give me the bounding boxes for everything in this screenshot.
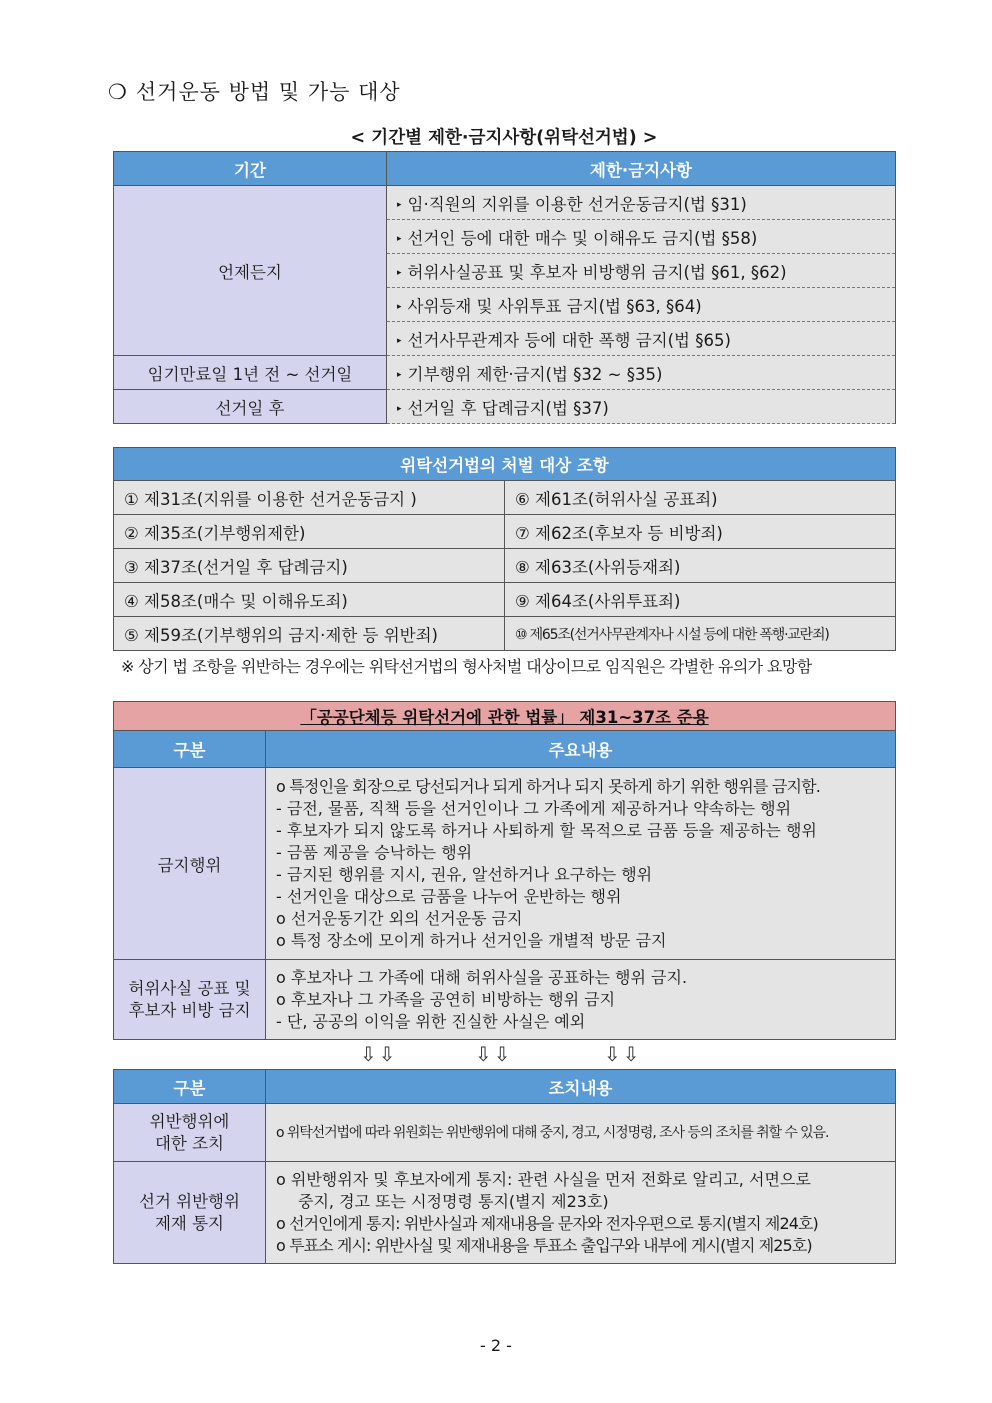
table3-header-category: 구분 <box>114 731 266 768</box>
section-heading-text: 선거운동 방법 및 가능 대상 <box>135 80 401 104</box>
false-fact-label: 허위사실 공표 및 후보자 비방 금지 <box>114 960 266 1040</box>
table1-caption: < 기간별 제한·금지사항(위탁선거법) > <box>350 128 658 148</box>
penalty-article: ① 제31조(지위를 이용한 선거운동금지 ) <box>114 481 505 515</box>
content-line: - 후보자가 되지 않도록 하거나 사퇴하게 할 목적으로 금품 등을 제공하는 행위 <box>276 820 817 840</box>
content-line: o 선거운동기간 외의 선거운동 금지 <box>276 908 523 928</box>
violation-measures-label: 위반행위에 대한 조치 <box>114 1104 266 1162</box>
content-line: o 후보자나 그 가족에 대해 허위사실을 공표하는 행위 금지. <box>276 967 688 987</box>
content-line: o 특정인을 회장으로 당선되거나 되게 하거나 되지 못하게 하기 위한 행위를 금지함. <box>276 776 821 796</box>
triangle-bullet-icon: ▸ <box>397 268 402 278</box>
table2-title: 위탁선거법의 처벌 대상 조항 <box>114 448 896 481</box>
table1-header-period: 기간 <box>114 152 387 186</box>
penalty-article: ⑤ 제59조(기부행위의 금지·제한 등 위반죄) <box>114 617 505 651</box>
sanction-notice-label: 선거 위반행위 제재 통지 <box>114 1162 266 1264</box>
penalty-article: ③ 제37조(선거일 후 답례금지) <box>114 549 505 583</box>
enforcement-table <box>113 1069 896 1264</box>
content-line: - 단, 공공의 이익을 위한 진실한 사실은 예외 <box>276 1011 586 1031</box>
triangle-bullet-icon: ▸ <box>397 404 402 414</box>
restriction-item: ▸ 임·직원의 지위를 이용한 선거운동금지(법 §31) <box>387 186 896 220</box>
table3-header-content: 주요내용 <box>266 731 896 768</box>
content-line: o 특정 장소에 모이게 하거나 선거인을 개별적 방문 금지 <box>276 930 667 950</box>
penalty-article: ② 제35조(기부행위제한) <box>114 515 505 549</box>
prohibited-acts-label: 금지행위 <box>114 768 266 960</box>
penalty-article: ⑨ 제64조(사위투표죄) <box>505 583 896 617</box>
content-line: o 선거인에게 통지: 위반사실과 제재내용을 문자와 전자우편으로 통지(별지 제24호) <box>276 1213 818 1233</box>
anytime-label: 언제든지 <box>114 186 387 356</box>
restriction-item: ▸ 사위등재 및 사위투표 금지(법 §63, §64) <box>387 288 896 322</box>
penalty-article: ⑧ 제63조(사위등재죄) <box>505 549 896 583</box>
triangle-bullet-icon: ▸ <box>397 370 402 380</box>
penalty-article: ⑥ 제61조(허위사실 공표죄) <box>505 481 896 515</box>
warning-note: ※ 상기 법 조항을 위반하는 경우에는 위탁선거법의 형사처벌 대상이므로 임직원은 각별한 유의가 요망함 <box>121 657 812 676</box>
content-line: - 금지된 행위를 지시, 권유, 알선하거나 요구하는 행위 <box>276 864 653 884</box>
table3-title: 「공공단체등 위탁선거에 관한 법률」 제31~37조 준용 <box>114 702 896 731</box>
circle-bullet-icon: ❍ <box>108 80 128 104</box>
down-arrows-icon: ⇩⇩ <box>604 1042 642 1066</box>
restriction-item: ▸ 기부행위 제한·금지(법 §32 ~ §35) <box>387 356 896 390</box>
down-arrows-icon: ⇩⇩ <box>360 1042 398 1066</box>
period-restrictions-table <box>113 151 896 424</box>
section-heading <box>108 76 401 106</box>
content-line: - 선거인을 대상으로 금품을 나누어 운반하는 행위 <box>276 886 622 906</box>
down-arrows-icon: ⇩⇩ <box>475 1042 513 1066</box>
period2-label: 임기만료일 1년 전 ~ 선거일 <box>114 356 387 390</box>
sanction-notice-content <box>266 1162 896 1264</box>
content-line: 중지, 경고 또는 시정명령 통지(별지 제23호) <box>298 1191 609 1211</box>
prohibited-acts-table <box>113 701 896 1040</box>
triangle-bullet-icon: ▸ <box>397 234 402 244</box>
triangle-bullet-icon: ▸ <box>397 302 402 312</box>
triangle-bullet-icon: ▸ <box>397 336 402 346</box>
false-fact-content <box>266 960 896 1040</box>
content-line: o 투표소 게시: 위반사실 및 제재내용을 투표소 출입구와 내부에 게시(별지 제25호) <box>276 1235 812 1255</box>
prohibited-acts-content <box>266 768 896 960</box>
restriction-item: ▸ 허위사실공표 및 후보자 비방행위 금지(법 §61, §62) <box>387 254 896 288</box>
restriction-item: ▸ 선거인 등에 대한 매수 및 이해유도 금지(법 §58) <box>387 220 896 254</box>
content-line: o 후보자나 그 가족을 공연히 비방하는 행위 금지 <box>276 989 616 1009</box>
content-line: - 금품 제공을 승낙하는 행위 <box>276 842 473 862</box>
penalty-article: ⑩ 제65조(선거사무관계자나 시설 등에 대한 폭행·교란죄) <box>505 617 896 651</box>
restriction-item: ▸ 선거사무관계자 등에 대한 폭행 금지(법 §65) <box>387 322 896 356</box>
triangle-bullet-icon: ▸ <box>397 200 402 210</box>
content-line: o 위반행위자 및 후보자에게 통지: 관련 사실을 먼저 전화로 알리고, 서면으로 <box>276 1169 811 1189</box>
table1-header-restrictions: 제한·금지사항 <box>387 152 896 186</box>
penalty-article: ⑦ 제62조(후보자 등 비방죄) <box>505 515 896 549</box>
table4-header-category: 구분 <box>114 1070 266 1104</box>
page-number: - 2 - <box>480 1336 512 1355</box>
restriction-item: ▸ 선거일 후 답례금지(법 §37) <box>387 390 896 424</box>
table4-header-measures: 조치내용 <box>266 1070 896 1104</box>
violation-measures-content: o 위탁선거법에 따라 위원회는 위반행위에 대해 중지, 경고, 시정명령, 조사 등의 조치를 취할 수 있음. <box>266 1104 896 1162</box>
penalty-article: ④ 제58조(매수 및 이해유도죄) <box>114 583 505 617</box>
content-line: - 금전, 물품, 직책 등을 선거인이나 그 가족에게 제공하거나 약속하는 행위 <box>276 798 792 818</box>
penalty-articles-table <box>113 447 896 651</box>
period3-label: 선거일 후 <box>114 390 387 424</box>
